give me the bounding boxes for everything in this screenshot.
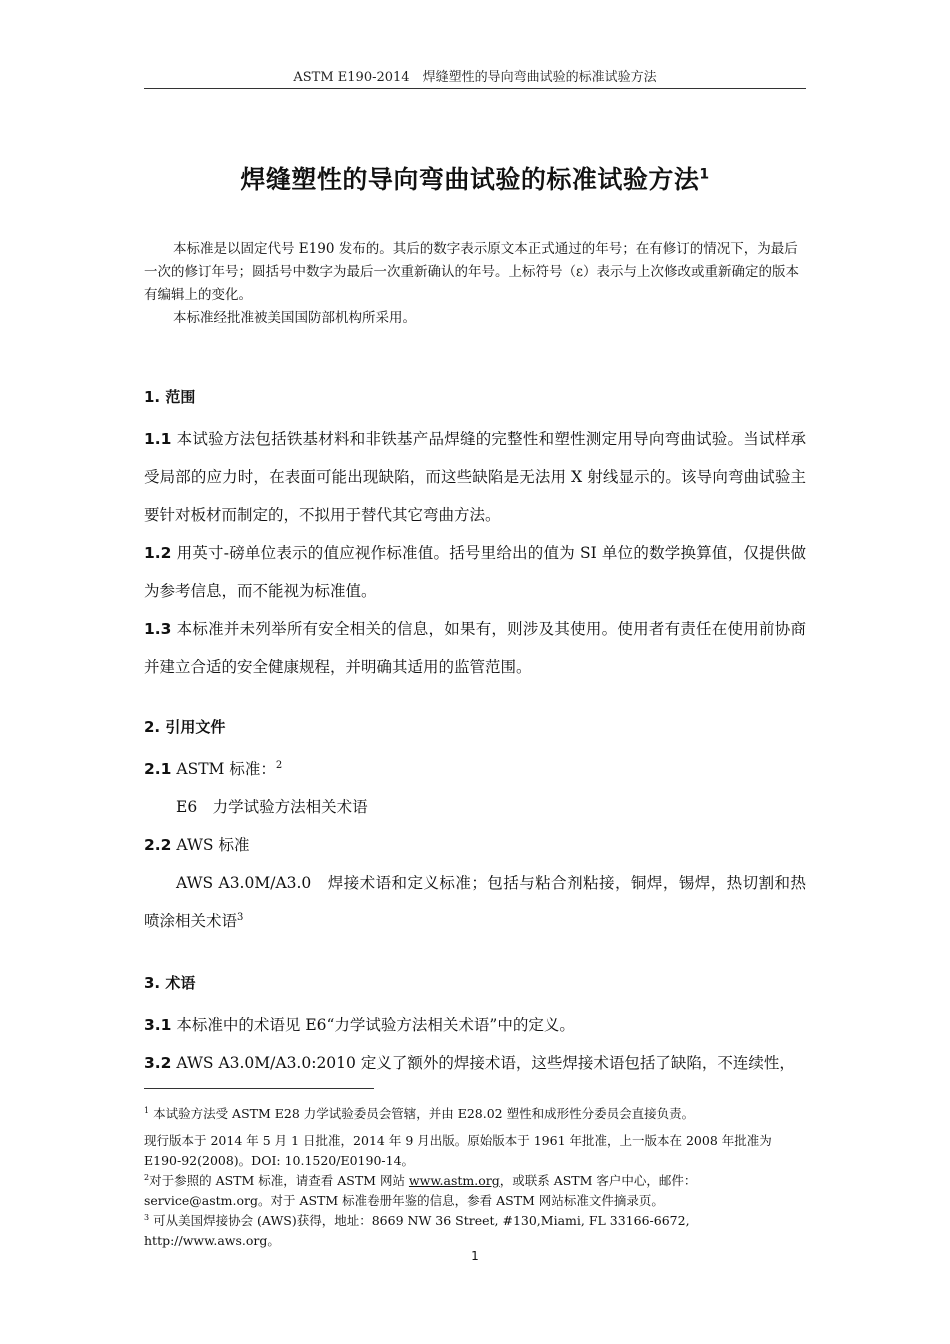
clause-number: 3.1 — [144, 1016, 172, 1034]
clause-2-2 — [144, 826, 806, 864]
clause-2-1 — [144, 750, 806, 788]
footnote-marker: 1 — [144, 1105, 150, 1115]
reference-text: AWS A3.0M/A3.0 焊接术语和定义标准；包括与粘合剂粘接，铜焊，锡焊，热切割和热喷涂相关术语 — [144, 874, 806, 930]
footnote-1 — [144, 1104, 806, 1124]
footnote-marker: 2 — [275, 759, 283, 771]
clause-text: 用英寸-磅单位表示的值应视作标准值。括号里给出的值为 SI 单位的数学换算值，仅提供做为参考信息，而不能视为标准值。 — [144, 544, 806, 600]
footnote-1-continued: 现行版本于 2014 年 5 月 1 日批准，2014 年 9 月出版。原始版本于 1961 年批准，上一版本在 2008 年批准为 E190-92(2008)。DOI: 10.1520/E0190-14。 — [144, 1133, 772, 1168]
clause-number: 3.2 — [144, 1054, 172, 1072]
clause-3-2 — [144, 1044, 806, 1082]
clause-text: ASTM 标准： — [171, 760, 276, 778]
footnote-rule — [144, 1088, 374, 1089]
footnote-marker: 3 — [144, 1212, 150, 1222]
header-rule — [144, 88, 806, 89]
page-number: 1 — [471, 1249, 479, 1263]
clause-text: 本标准中的术语见 E6“力学试验方法相关术语”中的定义。 — [171, 1016, 575, 1034]
clause-1-3 — [144, 610, 806, 686]
clause-number: 2.2 — [144, 836, 172, 854]
clause-text: AWS 标准 — [171, 836, 250, 854]
clause-1-1 — [144, 420, 806, 534]
footnote-3 — [144, 1211, 806, 1251]
clause-number: 1.1 — [144, 430, 172, 448]
clause-text: 本标准并未列举所有安全相关的信息，如果有，则涉及其使用。使用者有责任在使用前协商并建立合适的安全健康规程，并明确其适用的监管范围。 — [144, 620, 806, 676]
clause-text: 本试验方法包括铁基材料和非铁基产品焊缝的完整性和塑性测定用导向弯曲试验。当试样承受局部的应力时，在表面可能出现缺陷，而这些缺陷是无法用 X 射线显示的。该导向弯曲试验主要针对板材而制定的，不拟用于替代其它弯曲方法。 — [144, 430, 806, 524]
astm-website-link[interactable]: www.astm.org — [408, 1173, 500, 1188]
clause-1-2 — [144, 534, 806, 610]
footnotes — [144, 1104, 806, 1251]
footnote-marker: 3 — [237, 911, 244, 923]
clause-number: 1.3 — [144, 620, 172, 638]
footnote-text: 对于参照的 ASTM 标准，请查看 ASTM 网站 — [149, 1173, 409, 1188]
clause-text: AWS A3.0M/A3.0:2010 定义了额外的焊接术语，这些焊接术语包括了缺陷，不连续性， — [171, 1054, 795, 1072]
footnote-2 — [144, 1171, 806, 1211]
reference-aws — [144, 864, 806, 940]
running-header: ASTM E190-2014 焊缝塑性的导向弯曲试验的标准试验方法 — [293, 70, 657, 85]
footnote-text: 本试验方法受 ASTM E28 力学试验委员会管辖，并由 E28.02 塑性和成形性分委员会直接负责。 — [149, 1106, 695, 1121]
document-title — [144, 160, 806, 196]
intro-notes — [144, 238, 806, 330]
document-body — [144, 382, 806, 1082]
footnote-text: 可从美国焊接协会 (AWS)获得，地址：8669 NW 36 Street, #130,Miami, FL 33166-6672, http://www.aws.org。 — [144, 1213, 690, 1248]
clause-number: 1.2 — [144, 544, 172, 562]
title-text: 焊缝塑性的导向弯曲试验的标准试验方法 — [240, 165, 700, 194]
footnote-marker: 2 — [144, 1172, 150, 1182]
section-heading-terminology: 3. 术语 — [144, 974, 196, 992]
intro-paragraph: 本标准是以固定代号 E190 发布的。其后的数字表示原文本正式通过的年号；在有修订的情况下，为最后一次的修订年号；圆括号中数字为最后一次重新确认的年号。上标符号（ε）表示与上次修改或重新确定的版本有编辑上的变化。 — [144, 241, 799, 303]
intro-paragraph: 本标准经批准被美国国防部机构所采用。 — [173, 310, 416, 326]
reference-e6: E6 力学试验方法相关术语 — [176, 798, 368, 816]
title-footnote-marker: 1 — [699, 166, 710, 183]
clause-3-1 — [144, 1006, 806, 1044]
section-heading-references: 2. 引用文件 — [144, 718, 226, 736]
footnote-text: ，或联系 ASTM 客户中心，邮件：service@astm.org。对于 ASTM 标准卷册年鉴的信息，参看 ASTM 网站标准文件摘录页。 — [144, 1173, 697, 1208]
clause-number: 2.1 — [144, 760, 172, 778]
section-heading-scope: 1. 范围 — [144, 388, 196, 406]
